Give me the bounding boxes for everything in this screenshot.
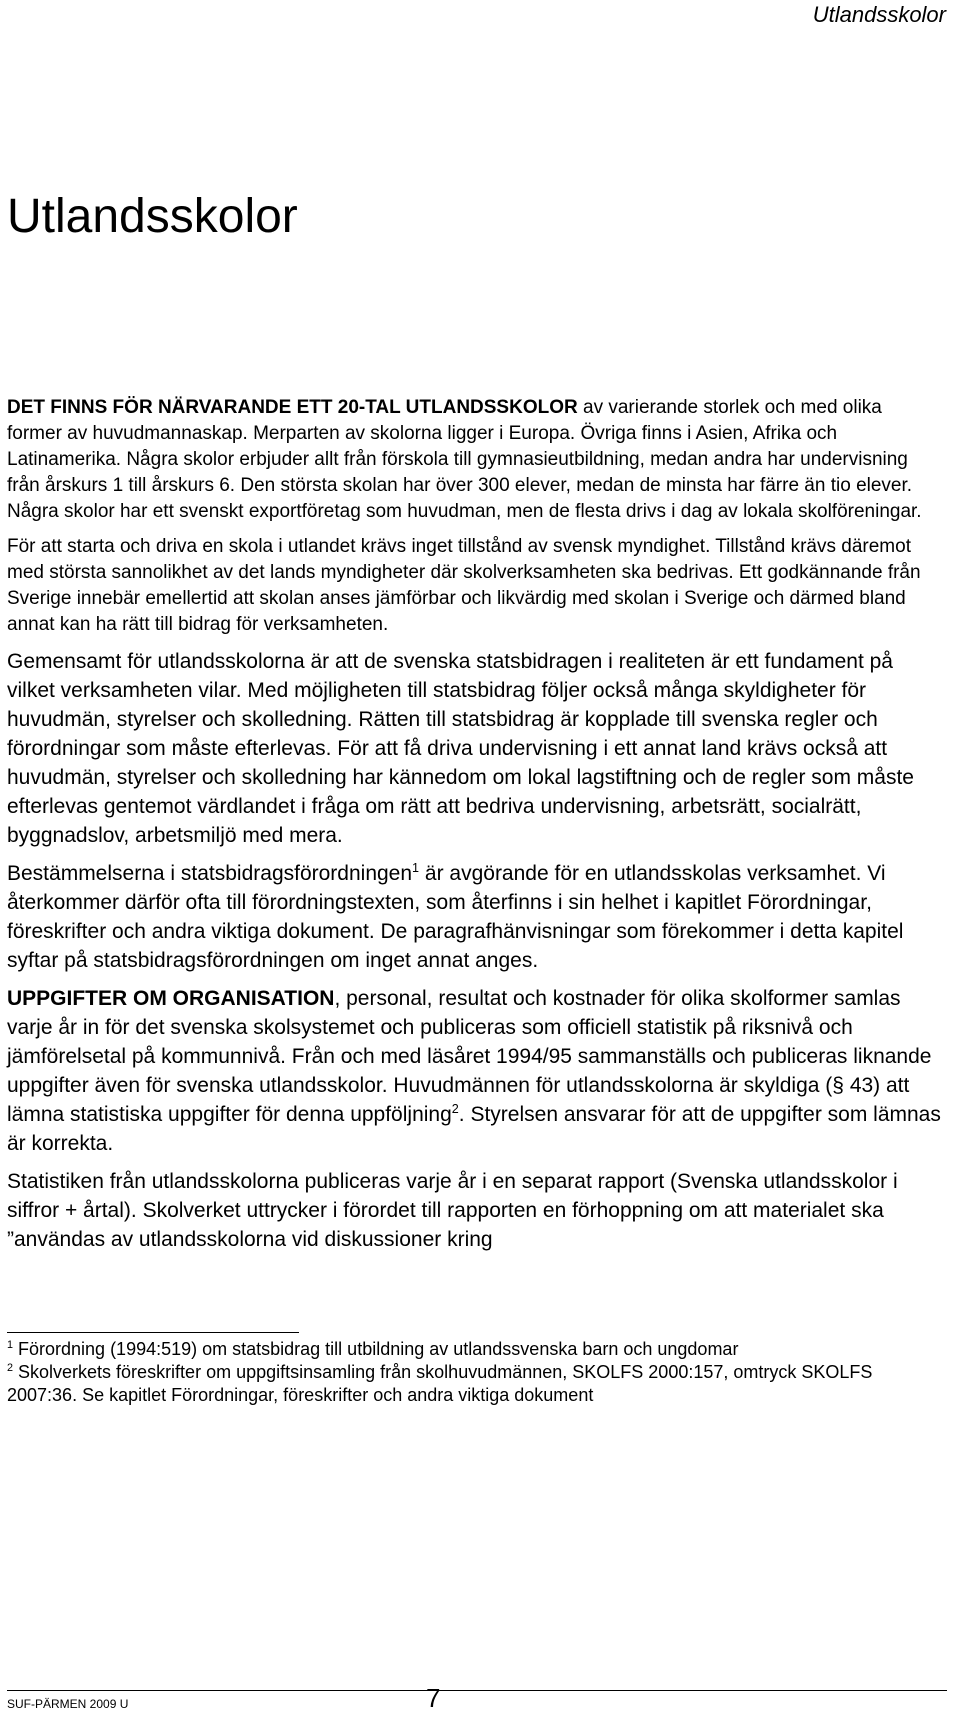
paragraph-statistics-text-end: . Styrelsen ansvarar för att de uppgifter som lämnas är korrekta. [7, 1103, 941, 1155]
footer-publication: SUF-PÄRMEN 2009 U [7, 1697, 129, 1711]
footnote-text: Förordning (1994:519) om statsbidrag till utbildning av utlandssvenska barn och ungdomar [13, 1339, 739, 1359]
paragraph-intro [7, 395, 942, 525]
footnote-2 [7, 1361, 942, 1407]
running-header: Utlandsskolor [812, 2, 946, 27]
footnotes [7, 1338, 942, 1407]
paragraph-report: Statistiken från utlandsskolorna publiceras varje år i en separat rapport (Svenska utlandsskolor i siffror + årtal). Skolverket uttrycker i förordet till rapporten en förhoppning om att materialet ska ”användas av utlandsskolorna vid diskussioner kring [7, 1170, 898, 1251]
paragraph-intro-text: av varierande storlek och med olika former av huvudmannaskap. Merparten av skolorna ligger i Europa. Övriga finns i Asien, Afrika och Latinamerika. Några skolor erbjuder allt från förskola till gymnasieutbildning, medan andra har undervisning från årskurs 1 till årskurs 6. Den största skolan har över 300 elever, medan de minsta har färre än tio elever. Några skolor har ett svenskt exportföretag som huvudman, men de flesta drivs i dag av lokala skolföreningar. [7, 397, 922, 522]
footnote-marker: 1 [7, 1339, 14, 1351]
paragraph-state-grants: Gemensamt för utlandsskolorna är att de svenska statsbidragen i realiteten är ett fundament på vilket verksamheten vilar. Med möjligheten till statsbidrag följer också många skyldigheter för huvudmän, styrelser och skolledning. Rätten till statsbidrag är kopplade till svenska regler och förordningar som måste efterlevas. För att få driva undervisning i ett annat land krävs också att huvudmän, styrelser och skolledning har kännedom om lokal lagstiftning och de regler som måste efterlevas gentemot värdlandet i fråga om rätt att bedriva undervisning, arbetsrätt, socialrätt, byggnadslov, arbetsmiljö med mera. [7, 650, 914, 847]
footnote-1 [7, 1338, 942, 1361]
section-sign: § [832, 1074, 844, 1097]
footnote-marker: 2 [7, 1362, 14, 1374]
paragraph-statistics-collection [7, 984, 942, 1158]
paragraph-regulation [7, 859, 942, 975]
body-text [7, 395, 942, 1263]
footnote-divider [7, 1332, 299, 1333]
page-title: Utlandsskolor [7, 190, 298, 243]
page-number: 7 [426, 1683, 441, 1713]
paragraph-statistics-text-cont: 43) att lämna statistiska uppgifter för denna uppföljning [7, 1074, 910, 1126]
paragraph-statistics-lead: UPPGIFTER OM ORGANISATION [7, 987, 335, 1010]
footnote-ref-2[interactable]: 2 [451, 1102, 459, 1116]
footnote-ref-1[interactable]: 1 [412, 861, 420, 875]
paragraph-permission: För att starta och driva en skola i utlandet krävs inget tillstånd av svensk myndighet. Tillstånd krävs däremot med största sannolikhet av det lands myndigheter där skolverksamheten ska bedrivas. Ett godkännande från Sverige innebär emellertid att skolan anses jämförbar och likvärdig med skolan i Sverige och därmed bland annat kan ha rätt till bidrag för verksamheten. [7, 536, 921, 635]
paragraph-statistics-text: , personal, resultat och kostnader för olika skolformer samlas varje år in för det svenska skolsystemet och publiceras som officiell statistik på riksnivå och jämförelsetal på kommunnivå. Från och med läsåret 1994/95 sammanställs och publiceras liknande uppgifter även för svenska utlandsskolor. Huvudmännen för utlandsskolorna är skyldiga ( [7, 987, 932, 1097]
footer-divider [7, 1690, 947, 1691]
paragraph-regulation-end: är avgörande för en utlandsskolas verksamhet. Vi återkommer därför ofta till förordningstexten, som återfinns i sin helhet i kapitlet Förordningar, föreskrifter och andra viktiga dokument. De paragrafhänvisningar som förekommer i detta kapitel syftar på statsbidragsförordningen om inget annat anges. [7, 862, 904, 972]
footnote-text: Skolverkets föreskrifter om uppgiftsinsamling från skolhuvudmännen, SKOLFS 2000:157, omtryck SKOLFS 2007:36. Se kapitlet Förordningar, föreskrifter och andra viktiga dokument [7, 1362, 873, 1405]
paragraph-intro-lead: DET FINNS FÖR NÄRVARANDE ETT 20-TAL UTLANDSSKOLOR [7, 397, 578, 418]
paragraph-regulation-start: Bestämmelserna i statsbidragsförordningen [7, 862, 413, 885]
